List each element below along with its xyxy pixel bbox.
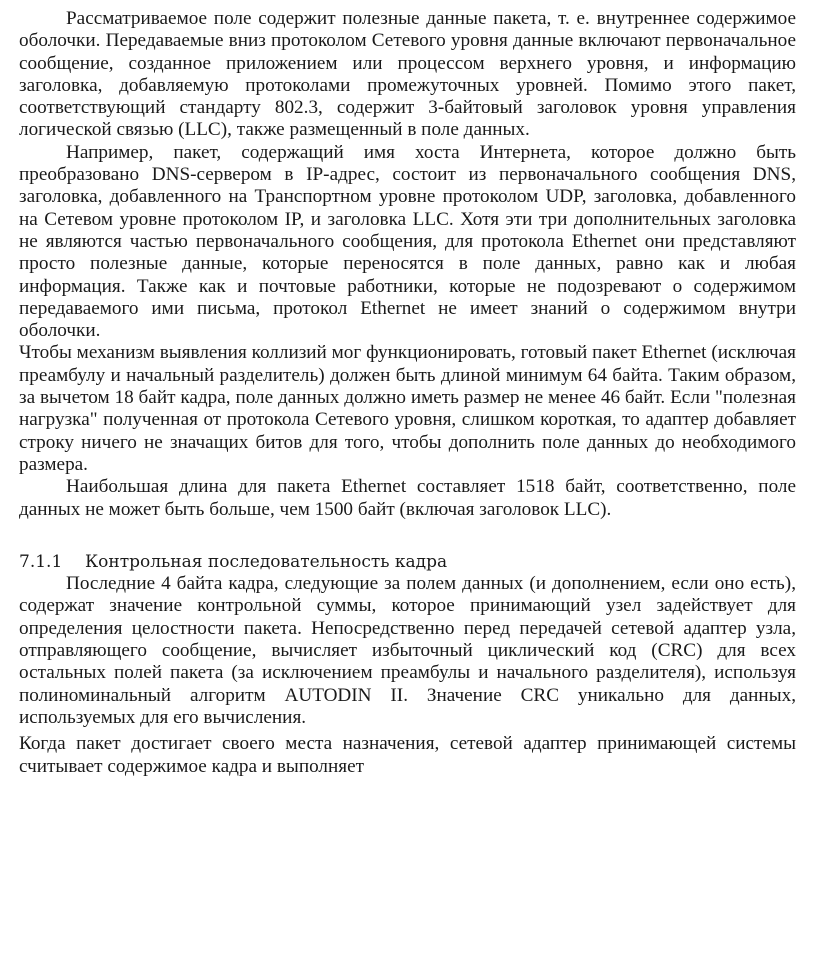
spacer [19, 521, 796, 543]
document-page [19, 8, 796, 778]
section-title: Контрольная последовательность кадра [85, 552, 448, 573]
section-number: 7.1.1 [19, 552, 63, 573]
paragraph-receiver-check: Когда пакет достигает своего места назначения, сетевой адаптер принимающей системы считывает содержимое кадра и выполняет [19, 733, 796, 777]
paragraph-dns-example: Например, пакет, содержащий имя хоста Интернета, которое должно быть преобразовано DNS-сервером в IP-адрес, состоит из первоначального сообщения DNS, заголовка, добавленного на Транспортном уровне протоколом UDP, заголовка, добавленного на Сетевом уровне протоколом IP, и заголовка LLC. Хотя эти три дополнительных заголовка не являются частью первоначального сообщения, для протокола Ethernet они представляют просто полезные данные, которые переносятся в поле данных, равно как и любая информация. Также как и почтовые работники, которые не подозревают о содержимом передаваемого ими письма, протокол Ethernet не имеет знаний о содержимом внутри оболочки. [19, 141, 796, 342]
section-heading [19, 551, 796, 573]
paragraph-data-field-payload: Рассматриваемое поле содержит полезные данные пакета, т. е. внутреннее содержимое оболочки. Передаваемые вниз протоколом Сетевого уровня данные включают первоначальное сообщение, созданное приложением или процессом верхнего уровня, и информацию заголовка, добавляемую протоколами промежуточных уровней. Помимо этого пакет, соответствующий стандарту 802.3, содержит 3-байтовый заголовок уровня управления логической связью (LLC), также размещенный в поле данных. [19, 8, 796, 141]
paragraph-maximum-length: Наибольшая длина для пакета Ethernet составляет 1518 байт, соответственно, поле данных не может быть больше, чем 1500 байт (включая заголовок LLC). [19, 476, 796, 520]
paragraph-fcs-description: Последние 4 байта кадра, следующие за полем данных (и дополнением, если оно есть), содержат значение контрольной суммы, которое принимающий узел задействует для определения целостности пакета. Непосредственно перед передачей сетевой адаптер узла, отправляющего сообщение, вычисляет избыточный циклический код (CRC) для всех остальных полей пакета (за исключением преамбулы и начального разделителя), используя полиноминальный алгоритм AUTODIN II. Значение CRC уникально для данных, используемых для его вычисления. [19, 573, 796, 728]
paragraph-minimum-length: Чтобы механизм выявления коллизий мог функционировать, готовый пакет Ethernet (исключая преамбулу и начальный разделитель) должен быть длиной минимум 64 байта. Таким образом, за вычетом 18 байт кадра, поле данных должно иметь размер не менее 46 байт. Если "полезная нагрузка" полученная от протокола Сетевого уровня, слишком короткая, то адаптер добавляет строку ничего не значащих битов для того, чтобы дополнить поле данных до необходимого размера. [19, 342, 796, 475]
